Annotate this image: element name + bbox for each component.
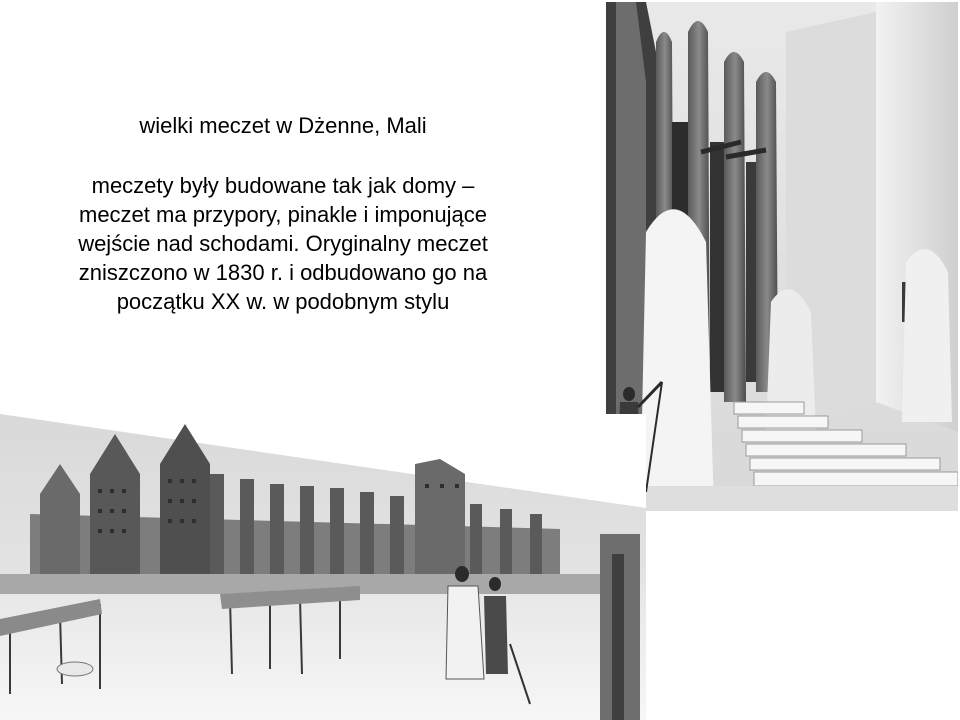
slide-title: wielki meczet w Dżenne, Mali	[139, 113, 427, 138]
body-line: zniszczono w 1830 r. i odbudowano go na	[78, 260, 488, 285]
mosque-panorama-photo	[0, 414, 646, 720]
courtyard-photo	[606, 2, 958, 511]
body-line: meczet ma przypory, pinakle i imponujące	[79, 202, 487, 227]
body-line: meczety były budowane tak jak domy –	[91, 173, 475, 198]
body-line: wejście nad schodami. Oryginalny meczet	[78, 231, 488, 256]
body-line: początku XX w. w podobnym stylu	[116, 289, 450, 314]
slide-body-text	[0, 171, 566, 316]
